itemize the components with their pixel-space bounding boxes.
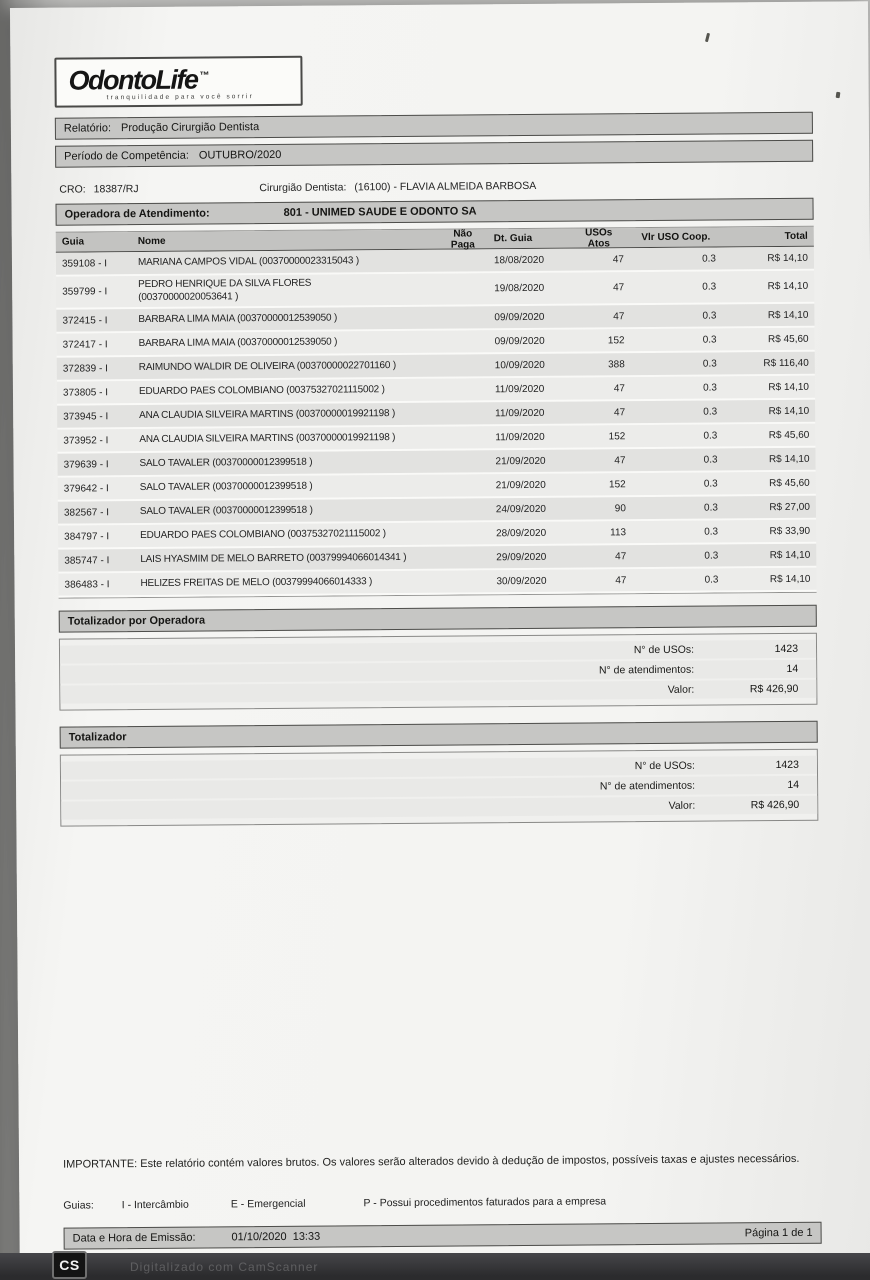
cell-usos: 152 xyxy=(607,334,625,346)
cell-nao-paga xyxy=(440,554,490,560)
cell-nome: HELIZES FREITAS DE MELO (00379994066014333 ) xyxy=(140,575,373,589)
totals-operator-box xyxy=(59,633,818,711)
cell-nome: SALO TAVALER (00370000012399518 ) xyxy=(139,504,313,517)
cell-vlr: 0.3 xyxy=(703,502,718,514)
logo-trademark-mark: ™ xyxy=(199,70,209,82)
totals-line xyxy=(61,796,817,820)
cell-nome: RAIMUNDO WALDIR DE OLIVEIRA (00370000022701160 ) xyxy=(138,359,397,373)
cro-value: 18387/RJ xyxy=(93,183,139,196)
col-dt-guia: Dt. Guia xyxy=(493,232,533,245)
cell-guia: 373952 - I xyxy=(63,434,109,447)
scan-artifact xyxy=(836,92,841,98)
valor-label: Valor: xyxy=(667,683,695,696)
cell-nao-paga xyxy=(440,578,490,584)
cell-total: R$ 14,10 xyxy=(768,381,810,393)
cell-guia: 359108 - I xyxy=(61,257,108,270)
cell-nao-paga xyxy=(438,314,488,320)
camscanner-watermark: Digitalizado com CamScanner xyxy=(130,1259,319,1274)
totals-line xyxy=(60,680,816,704)
totals-general-box xyxy=(60,749,819,827)
cell-usos: 152 xyxy=(608,478,626,490)
emission-value: 01/10/2020 13:33 xyxy=(231,1230,321,1244)
cell-nao-paga xyxy=(440,458,490,464)
cell-dt-guia: 30/09/2020 xyxy=(496,575,547,587)
cell-nome: MARIANA CAMPOS VIDAL (00370000023315043 ) xyxy=(137,255,359,268)
cell-nao-paga xyxy=(439,410,489,416)
totals-operator-title: Totalizador por Operadora xyxy=(67,614,206,628)
cell-guia: 385747 - I xyxy=(64,554,110,567)
cell-dt-guia: 09/09/2020 xyxy=(494,335,545,347)
cell-vlr: 0.3 xyxy=(702,358,717,370)
logo-tagline: tranquilidade para você sorrir xyxy=(106,93,254,102)
cell-dt-guia: 28/09/2020 xyxy=(496,527,547,539)
col-total: Total xyxy=(784,230,808,242)
cell-vlr: 0.3 xyxy=(702,281,717,293)
cell-nao-paga xyxy=(439,362,489,368)
atendimentos-value: 14 xyxy=(787,778,800,791)
cell-nao-paga xyxy=(438,257,488,263)
cell-nome: SALO TAVALER (00370000012399518 ) xyxy=(139,456,313,469)
cell-usos: 90 xyxy=(614,502,626,514)
logo-text: OdontoLife xyxy=(68,64,198,96)
camscanner-strip xyxy=(0,1253,870,1280)
usos-value: 1423 xyxy=(774,642,799,656)
cell-dt-guia: 11/09/2020 xyxy=(495,431,545,443)
cell-usos: 47 xyxy=(613,282,625,294)
period-label: Período de Competência: xyxy=(64,149,189,163)
cell-vlr: 0.3 xyxy=(704,526,719,538)
cell-guia: 372417 - I xyxy=(62,338,108,351)
cell-guia: 373945 - I xyxy=(63,410,109,423)
cell-dt-guia: 24/09/2020 xyxy=(495,503,547,515)
cell-nao-paga xyxy=(440,530,490,536)
cell-total: R$ 14,10 xyxy=(767,252,808,264)
production-table xyxy=(56,226,817,599)
cell-guia: 372415 - I xyxy=(62,314,108,327)
cell-guia: 386483 - I xyxy=(64,578,110,591)
cell-dt-guia: 10/09/2020 xyxy=(494,359,545,371)
cell-nao-paga xyxy=(440,506,490,512)
cell-total: R$ 45,60 xyxy=(767,333,809,345)
cell-nao-paga xyxy=(439,386,489,392)
atendimentos-value: 14 xyxy=(786,662,799,675)
cell-dt-guia: 11/09/2020 xyxy=(495,407,545,419)
cell-guia: 384797 - I xyxy=(64,530,110,543)
cell-guia: 359799 - I xyxy=(62,286,108,298)
operator-bar xyxy=(55,198,813,226)
cell-total: R$ 27,00 xyxy=(769,501,810,513)
cell-usos: 47 xyxy=(614,454,626,466)
totals-general-title: Totalizador xyxy=(68,731,127,744)
report-value: Produção Cirurgião Dentista xyxy=(120,121,260,135)
cell-nome: LAIS HYASMIM DE MELO BARRETO (00379994066014341 ) xyxy=(140,551,407,565)
dentist-value: (16100) - FLAVIA ALMEIDA BARBOSA xyxy=(354,179,537,194)
legend-emergencial: E - Emergencial xyxy=(230,1197,306,1211)
cell-nao-paga xyxy=(439,434,489,440)
cell-nome: PEDRO HENRIQUE DA SILVA FLORES (00370000020053641 ) xyxy=(138,277,312,303)
cell-total: R$ 14,10 xyxy=(768,405,810,417)
totals-general-title-bar xyxy=(60,721,818,749)
report-label: Relatório: xyxy=(63,122,112,135)
cell-nome: ANA CLAUDIA SILVEIRA MARTINS (00370000019921198 ) xyxy=(139,431,396,445)
col-guia: Guia xyxy=(61,236,85,248)
cell-vlr: 0.3 xyxy=(703,454,718,466)
emission-bar xyxy=(64,1222,822,1250)
legend-intercambio: I - Intercâmbio xyxy=(121,1198,189,1212)
guias-label: Guias: xyxy=(63,1199,94,1212)
cell-guia: 379639 - I xyxy=(63,458,109,471)
usos-value: 1423 xyxy=(775,758,799,772)
cell-vlr: 0.3 xyxy=(704,574,719,586)
col-vlr-uso-coop: Vlr USO Coop. xyxy=(641,231,711,244)
emission-label: Data e Hora de Emissão: xyxy=(72,1231,196,1245)
cell-usos: 152 xyxy=(608,430,626,442)
valor-value: R$ 426,90 xyxy=(750,798,800,812)
cell-vlr: 0.3 xyxy=(703,430,718,442)
cell-usos: 113 xyxy=(610,526,627,538)
camscanner-logo-text: CS xyxy=(59,1257,80,1273)
atendimentos-label: N° de atendimentos: xyxy=(598,663,695,677)
cell-nao-paga xyxy=(439,338,489,344)
cell-dt-guia: 21/09/2020 xyxy=(495,479,546,491)
cell-usos: 47 xyxy=(613,382,626,394)
dentist-info-row xyxy=(59,176,813,198)
cell-total: R$ 33,90 xyxy=(769,525,811,537)
odontolife-logo xyxy=(54,56,302,108)
important-note: IMPORTANTE: Este relatório contém valores brutos. Os valores serão alterados devido à dedução de impostos, possíveis taxas e ajustes necessários. xyxy=(62,1152,800,1171)
camscanner-logo-icon xyxy=(52,1251,87,1279)
cell-usos: 47 xyxy=(615,574,627,586)
page-number: Página 1 de 1 xyxy=(744,1226,813,1240)
cell-guia: 382567 - I xyxy=(63,506,110,519)
cell-usos: 47 xyxy=(613,406,626,418)
dentist-label: Cirurgião Dentista: xyxy=(259,181,347,195)
cell-nao-paga xyxy=(440,482,490,488)
period-bar xyxy=(55,140,813,168)
cell-guia: 373805 - I xyxy=(62,386,109,399)
cell-dt-guia: 09/09/2020 xyxy=(494,311,545,323)
atendimentos-label: N° de atendimentos: xyxy=(599,779,696,793)
cell-vlr: 0.3 xyxy=(702,310,717,322)
report-title-bar xyxy=(55,112,813,140)
cell-total: R$ 14,10 xyxy=(767,309,809,321)
operator-value: 801 - UNIMED SAUDE E ODONTO SA xyxy=(283,205,477,219)
cell-usos: 47 xyxy=(612,253,624,265)
cell-total: R$ 14,10 xyxy=(769,549,811,561)
cell-dt-guia: 19/08/2020 xyxy=(494,282,545,295)
col-nome: Nome xyxy=(137,235,166,248)
cell-total: R$ 45,60 xyxy=(768,429,810,441)
cell-vlr: 0.3 xyxy=(704,550,719,562)
cell-total: R$ 45,60 xyxy=(769,477,810,489)
period-value: OUTUBRO/2020 xyxy=(198,148,282,162)
table-row xyxy=(58,568,816,598)
cell-vlr: 0.3 xyxy=(702,334,717,346)
col-nao-paga: Não Paga xyxy=(450,227,475,251)
cell-total: R$ 14,10 xyxy=(767,280,809,293)
guias-legend xyxy=(63,1194,821,1212)
cell-nome: BARBARA LIMA MAIA (00370000012539050 ) xyxy=(138,312,338,325)
valor-value: R$ 426,90 xyxy=(749,682,799,696)
legend-faturados: P - Possui procedimentos faturados para a empresa xyxy=(363,1195,607,1210)
cro-label: CRO: xyxy=(59,183,86,196)
usos-label: N° de USOs: xyxy=(633,643,695,657)
cell-usos: 47 xyxy=(615,550,627,562)
cell-nome: EDUARDO PAES COLOMBIANO (00375327021115002 ) xyxy=(140,527,386,541)
cell-usos: 47 xyxy=(613,310,625,322)
cell-dt-guia: 18/08/2020 xyxy=(493,254,545,266)
cell-total: R$ 14,10 xyxy=(769,573,811,585)
cell-nome: SALO TAVALER (00370000012399518 ) xyxy=(139,480,313,493)
col-usos-atos: USOs Atos xyxy=(585,226,613,250)
cell-guia: 372839 - I xyxy=(62,362,108,375)
cell-usos: 388 xyxy=(608,358,625,370)
cell-nome: BARBARA LIMA MAIA (00370000012539050 ) xyxy=(138,336,338,349)
logo-wordmark xyxy=(68,61,290,96)
report-document xyxy=(10,1,870,1280)
cell-nome: ANA CLAUDIA SILVEIRA MARTINS (00370000019921198 ) xyxy=(139,407,396,421)
cell-vlr: 0.3 xyxy=(701,253,716,265)
usos-label: N° de USOs: xyxy=(634,759,695,773)
totals-operator-title-bar xyxy=(59,605,817,633)
cell-dt-guia: 11/09/2020 xyxy=(494,383,545,395)
cell-dt-guia: 21/09/2020 xyxy=(495,455,546,467)
cell-guia: 379642 - I xyxy=(63,482,109,495)
cell-nome: EDUARDO PAES COLOMBIANO (00375327021115002 ) xyxy=(138,383,385,397)
cell-vlr: 0.3 xyxy=(703,478,718,490)
cell-vlr: 0.3 xyxy=(703,382,718,394)
cell-nao-paga xyxy=(438,286,488,292)
cell-total: R$ 14,10 xyxy=(768,453,810,465)
cell-total: R$ 116,40 xyxy=(763,357,809,369)
table-body xyxy=(56,247,817,598)
operator-label: Operadora de Atendimento: xyxy=(64,207,210,221)
cell-vlr: 0.3 xyxy=(703,406,718,418)
valor-label: Valor: xyxy=(668,799,696,812)
cell-dt-guia: 29/09/2020 xyxy=(496,551,547,563)
